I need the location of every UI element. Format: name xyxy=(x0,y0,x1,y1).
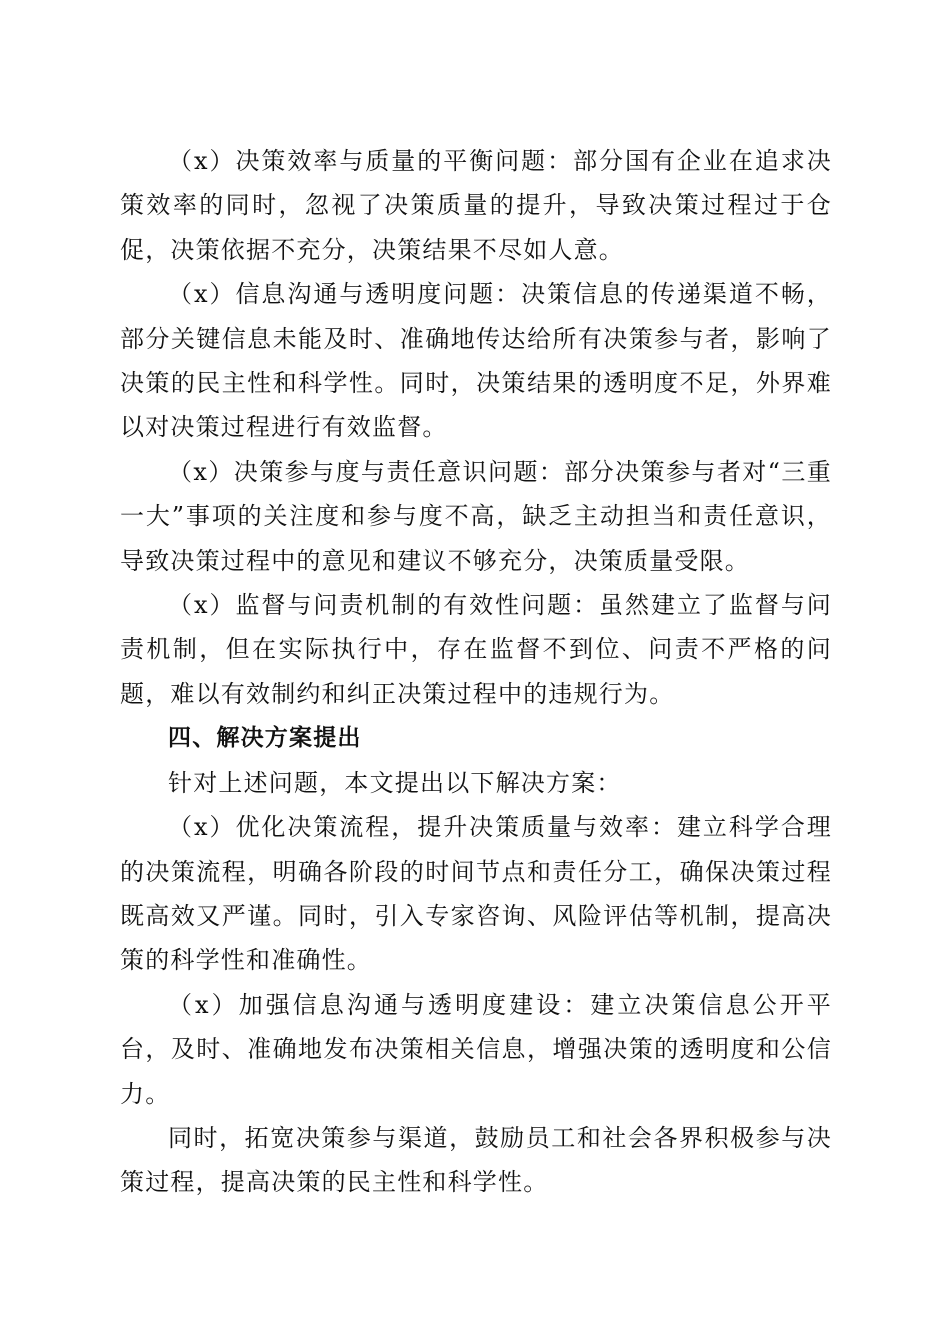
section-heading: 四、解决方案提出 xyxy=(168,725,362,752)
solution-optimize-process: （x）优化决策流程，提升决策质量与效率：建立科学合理的决策流程，明确各阶段的时间节点和责任分工，确保决策过程既高效又严谨。同时，引入专家咨询、风险评估等机制，提高决策的科学性和准确性。 xyxy=(120,813,832,975)
paragraph-information-transparency: （x）信息沟通与透明度问题：决策信息的传递渠道不畅，部分关键信息未能及时、准确地传达给所有决策参与者，影响了决策的民主性和科学性。同时，决策结果的透明度不足，外界难以对决策过程进行有效监督。 xyxy=(120,280,832,442)
intro-paragraph: 针对上述问题，本文提出以下解决方案： xyxy=(168,768,622,797)
solution-broaden-participation: 同时，拓宽决策参与渠道，鼓励员工和社会各界积极参与决策过程，提高决策的民主性和科学性。 xyxy=(120,1123,832,1197)
paragraph-efficiency-quality: （x）决策效率与质量的平衡问题：部分国有企业在追求决策效率的同时，忽视了决策质量的提升，导致决策过程过于仓促，决策依据不充分，决策结果不尽如人意。 xyxy=(120,147,832,264)
solution-information-transparency: （x）加强信息沟通与透明度建设：建立决策信息公开平台，及时、准确地发布决策相关信息，增强决策的透明度和公信力。 xyxy=(120,990,832,1108)
paragraph-participation-responsibility: （x）决策参与度与责任意识问题：部分决策参与者对“三重一大”事项的关注度和参与度不高，缺乏主动担当和责任意识，导致决策过程中的意见和建议不够充分，决策质量受限。 xyxy=(120,457,832,575)
document-body xyxy=(120,139,832,1205)
paragraph-supervision-accountability: （x）监督与问责机制的有效性问题：虽然建立了监督与问责机制，但在实际执行中，存在监督不到位、问责不严格的问题，难以有效制约和纠正决策过程中的违规行为。 xyxy=(120,591,832,708)
